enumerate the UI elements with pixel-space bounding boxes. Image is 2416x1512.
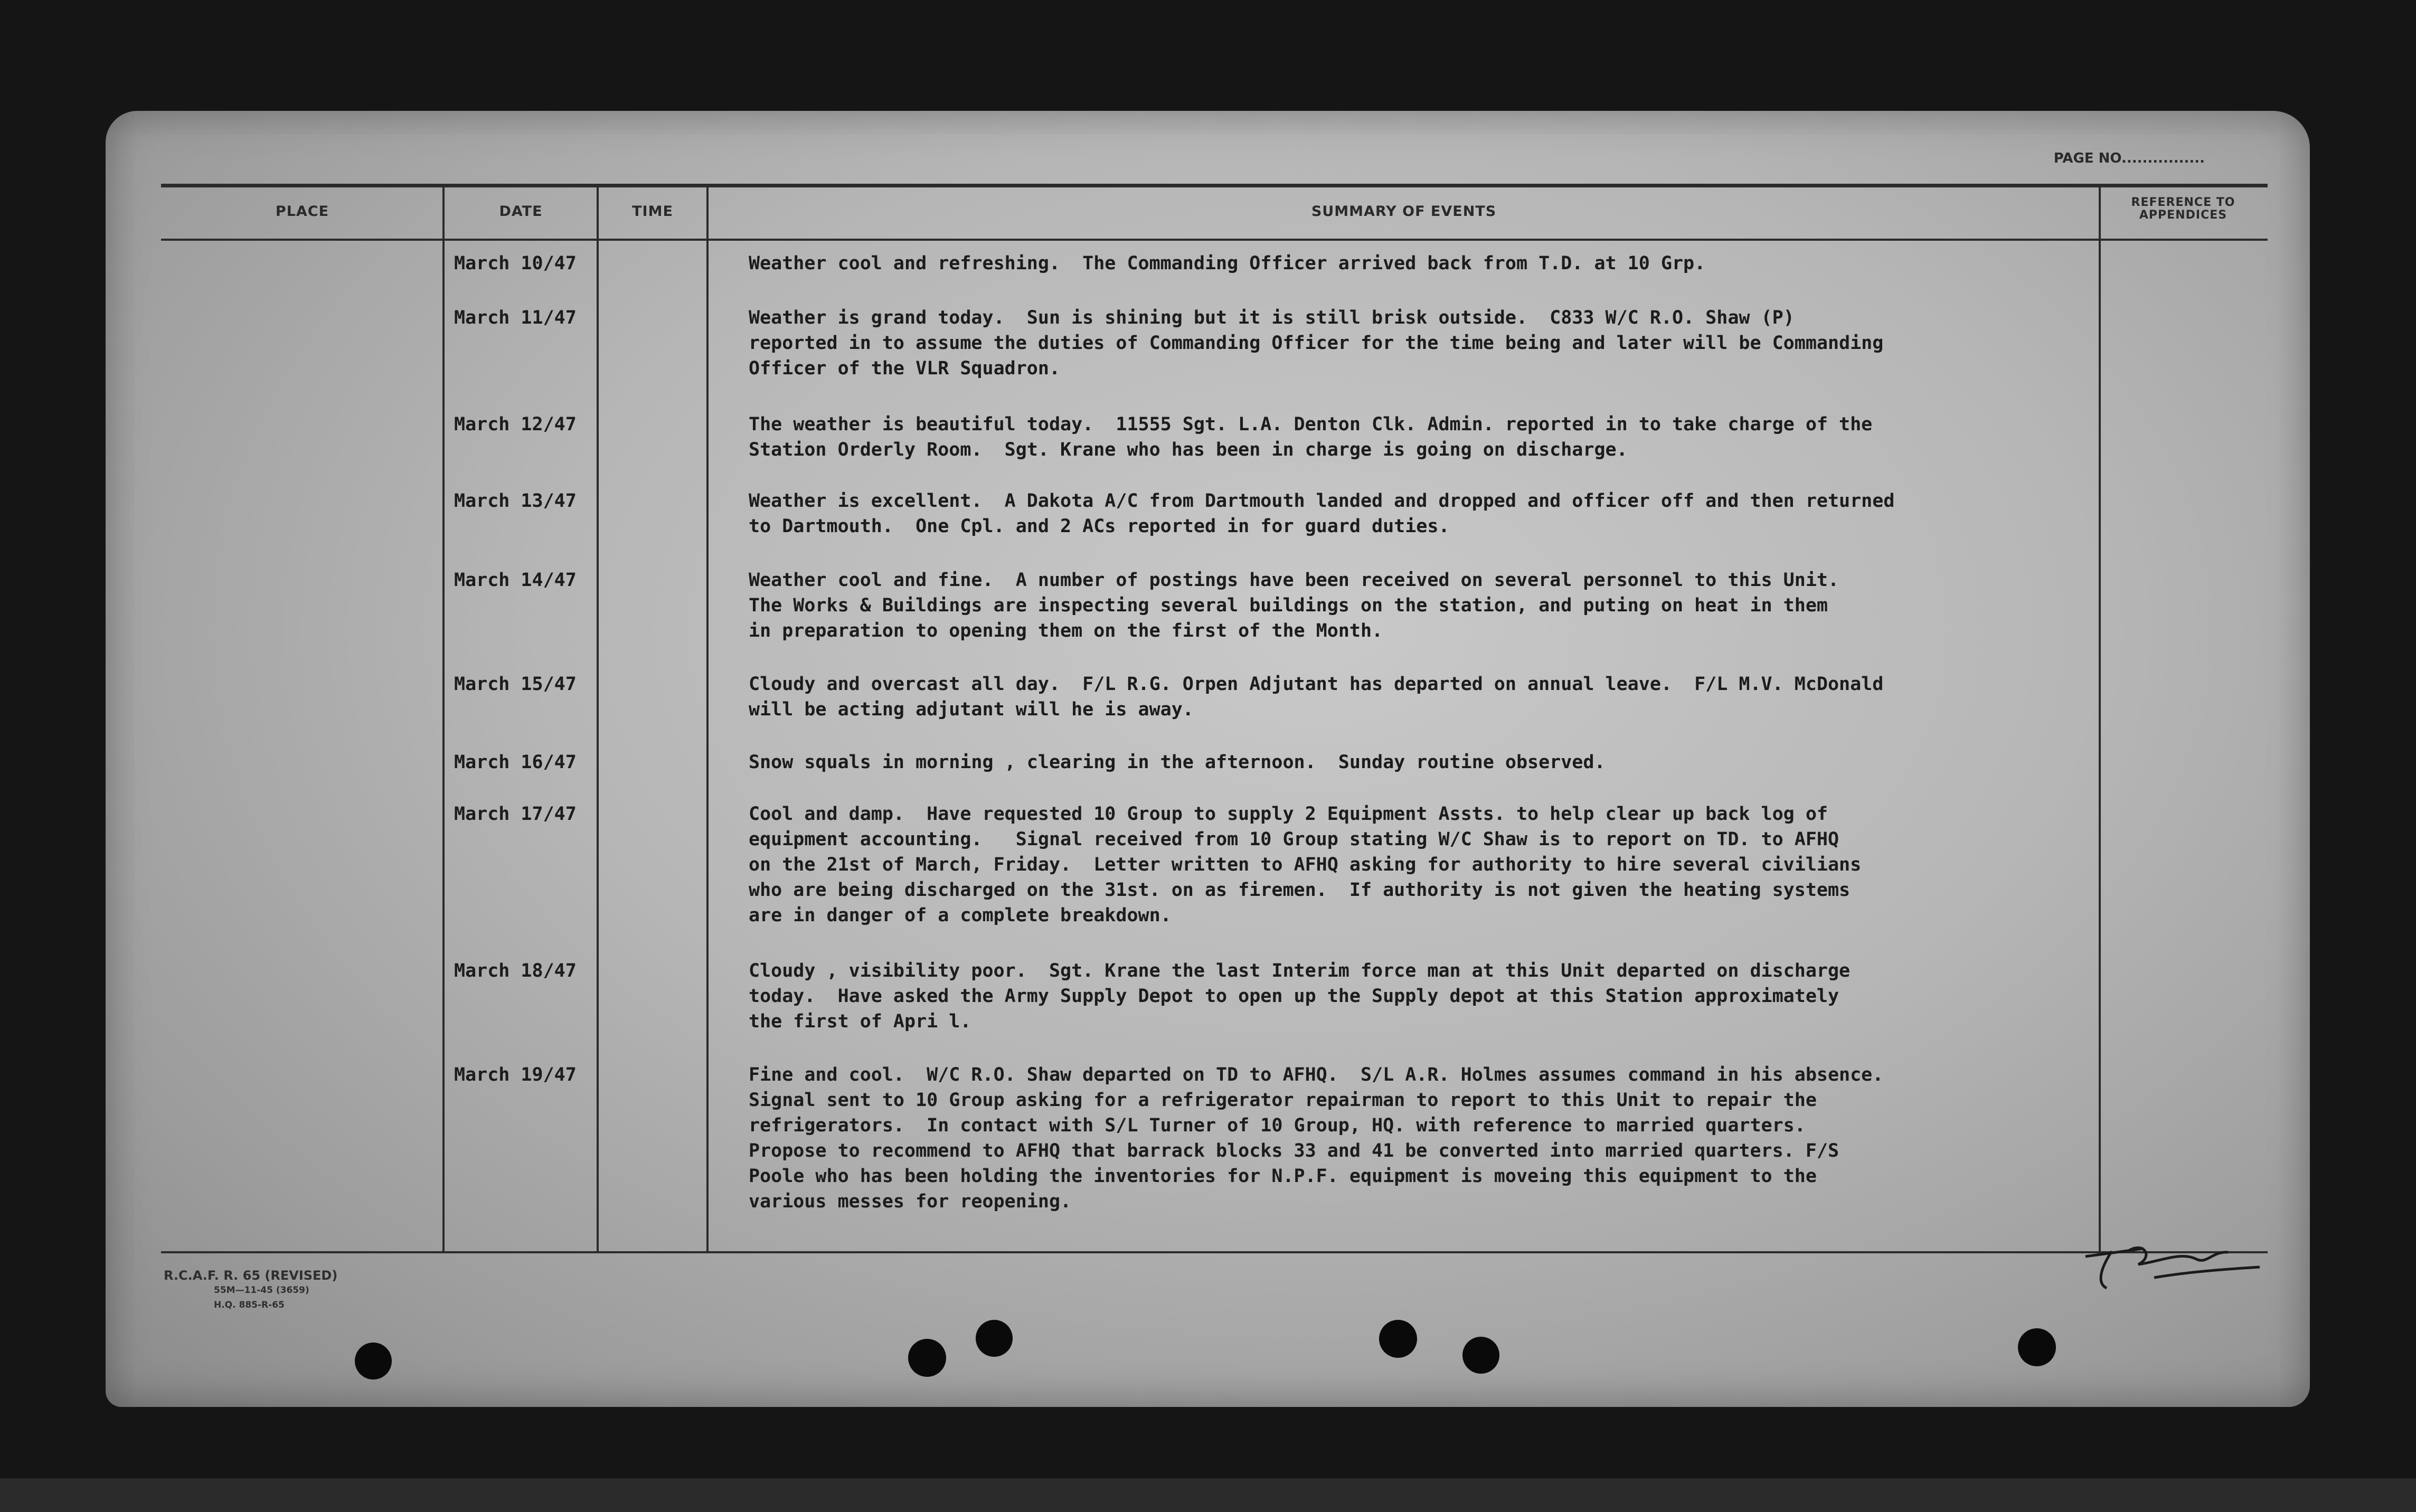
entry-summary: Snow squals in morning , clearing in the afternoon. Sunday routine observed. [749,752,1606,773]
entry-date: March 11/47 [454,307,577,328]
entry-summary: Cloudy , visibility poor. Sgt. Krane the last Interim force man at this Unit departed on discharge today. Have asked the Army Supply Depot to open up the Supply depot at this Station approximately the first of Apri l. [749,960,1851,1032]
entry-date: March 17/47 [454,804,577,825]
place-header: PLACE [275,203,329,220]
form-identification [164,1268,337,1312]
time-summary-divider [706,187,709,1251]
entry-date: March 14/47 [454,570,577,591]
entry-summary: Weather is excellent. A Dakota A/C from Dartmouth landed and dropped and officer off and then returned to Dartmouth. One Cpl. and 2 ACs reported in for guard duties. [749,490,1895,537]
page-number-label: PAGE NO................ [2053,150,2205,166]
binder-hole [1379,1320,1417,1358]
header-bottom-rule [161,239,2268,241]
entry-summary: Weather is grand today. Sun is shining but it is still brisk outside. C833 W/C R.O. Shaw (P) reported in to assume the duties of Commanding Officer for the time being and later will be Commanding Officer of the VLR Squadron. [749,307,1884,379]
entry-date: March 12/47 [454,414,577,435]
form-print-code: 55M—11-45 (3659) [214,1285,309,1296]
form-number: R.C.A.F. R. 65 (REVISED) [164,1268,338,1283]
binder-hole [908,1339,946,1377]
scan-bottom-strip [0,1478,2416,1512]
entry-date: March 16/47 [454,752,577,773]
entry-date: March 19/47 [454,1064,577,1085]
binder-hole [355,1343,392,1379]
reference-header: REFERENCE TO APPENDICES [2131,196,2235,222]
binder-hole [1462,1337,1499,1374]
entry-summary: Weather cool and fine. A number of postings have been received on several personnel to this Unit. The Works & Buildings are inspecting several buildings on the station, and puting on heat in them in preparation to opening them on the first of the Month. [749,570,1839,641]
entry-date: March 15/47 [454,674,577,695]
initials-signature [2080,1220,2270,1293]
summary-header: SUMMARY OF EVENTS [1311,203,1497,220]
entry-date: March 13/47 [454,490,577,512]
date-time-divider [597,187,599,1251]
date-header: DATE [499,203,543,220]
entry-date: March 10/47 [454,253,577,274]
binder-hole [976,1320,1013,1357]
entry-summary: Fine and cool. W/C R.O. Shaw departed on TD to AFHQ. S/L A.R. Holmes assumes command in his absence. Signal sent to 10 Group asking for a refrigerator repairman to report to this Unit to repair the refrigerators. In contact with S/L Turner of 10 Group, HQ. with reference to married quarters. Propose to recommend to AFHQ that barrack blocks 33 and 41 be converted into married quarters. F/S Poole who has been holding the inventories for N.P.F. equipment is moveing this equipment to the various messes for reopening. [749,1064,1884,1212]
entry-summary: Cloudy and overcast all day. F/L R.G. Orpen Adjutant has departed on annual leave. F/L M.V. McDonald will be acting adjutant will he is away. [749,674,1884,720]
entry-summary: The weather is beautiful today. 11555 Sgt. L.A. Denton Clk. Admin. reported in to take charge of the Station Orderly Room. Sgt. Krane who has been in charge is going on discharge. [749,414,1873,460]
table-bottom-rule [161,1251,2268,1253]
entry-summary: Cool and damp. Have requested 10 Group to supply 2 Equipment Assts. to help clear up back log of equipment accounting. Signal received from 10 Group stating W/C Shaw is to report on TD. to AFHQ on the 21st of March, Friday. Letter written to AFHQ asking for authority to hire several civilians who are being discharged on the 31st. on as firemen. If authority is not given the heating systems are in danger of a complete breakdown. [749,804,1862,926]
place-date-divider [442,187,445,1251]
binder-hole [2018,1328,2056,1366]
time-header: TIME [632,203,673,220]
entry-date: March 18/47 [454,960,577,981]
form-hq-code: H.Q. 885-R-65 [214,1300,285,1310]
entry-summary: Weather cool and refreshing. The Commanding Officer arrived back from T.D. at 10 Grp. [749,253,1706,274]
header-top-rule [161,184,2268,187]
